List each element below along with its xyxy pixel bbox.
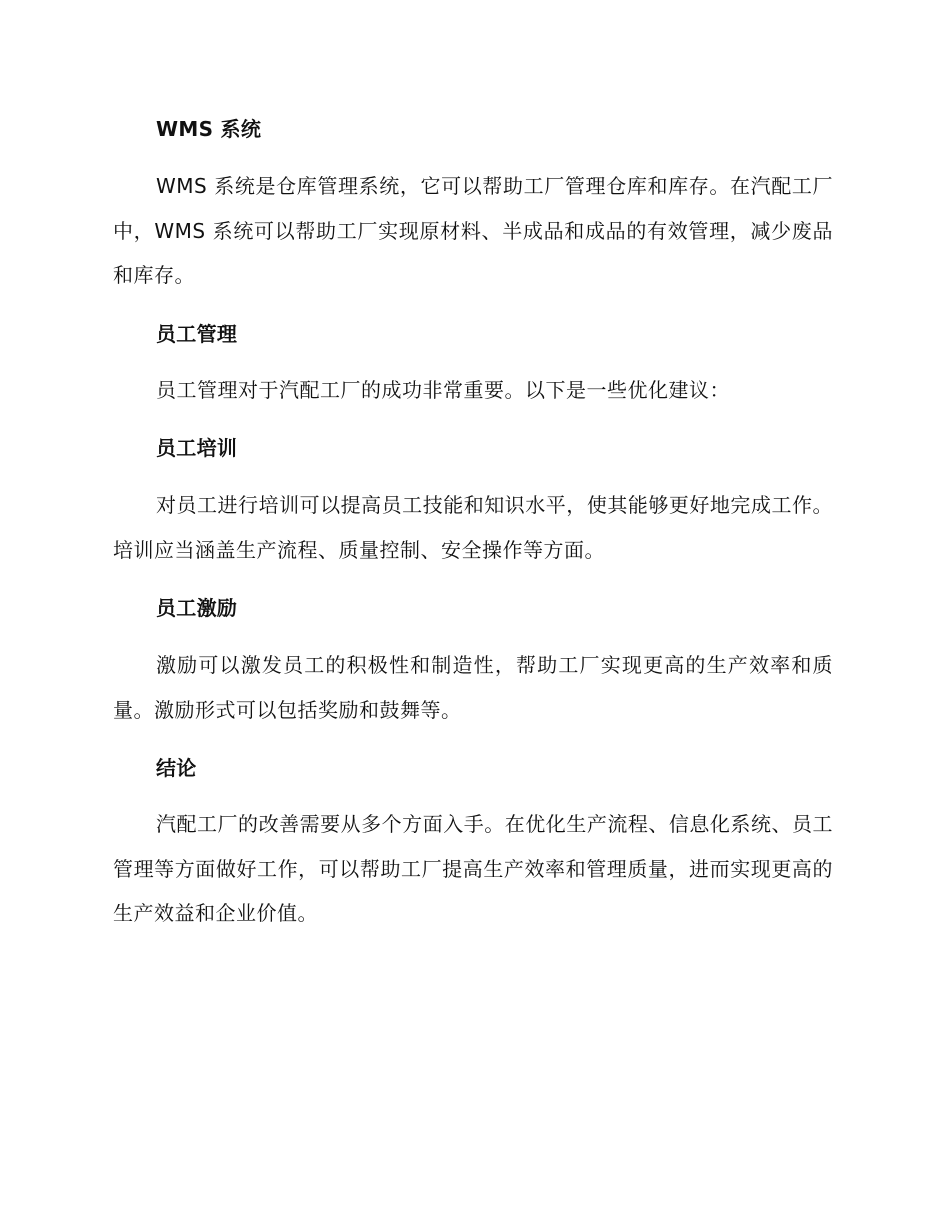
section-heading-wms: WMS 系统: [156, 117, 262, 141]
section-body-staff-management: 员工管理对于汽配工厂的成功非常重要。以下是一些优化建议：: [156, 378, 730, 402]
section-body-staff-incentive: 激励可以激发员工的积极性和制造性，帮助工厂实现更高的生产效率和质量。激励形式可以包括奖励和鼓舞等。: [113, 653, 833, 722]
section-body-conclusion: 汽配工厂的改善需要从多个方面入手。在优化生产流程、信息化系统、员工管理等方面做好工作，可以帮助工厂提高生产效率和管理质量，进而实现更高的生产效益和企业价值。: [113, 812, 833, 925]
section-body-staff-training: 对员工进行培训可以提高员工技能和知识水平，使其能够更好地完成工作。培训应当涵盖生产流程、质量控制、安全操作等方面。: [113, 493, 833, 562]
section-heading-staff-training: 员工培训: [156, 436, 238, 460]
section-heading-staff-incentive: 员工激励: [156, 596, 238, 620]
section-heading-staff-management: 员工管理: [156, 322, 238, 346]
section-heading-conclusion: 结论: [156, 756, 197, 780]
section-body-wms: WMS 系统是仓库管理系统，它可以帮助工厂管理仓库和库存。在汽配工厂中，WMS 系统可以帮助工厂实现原材料、半成品和成品的有效管理，减少废品和库存。: [113, 174, 833, 287]
